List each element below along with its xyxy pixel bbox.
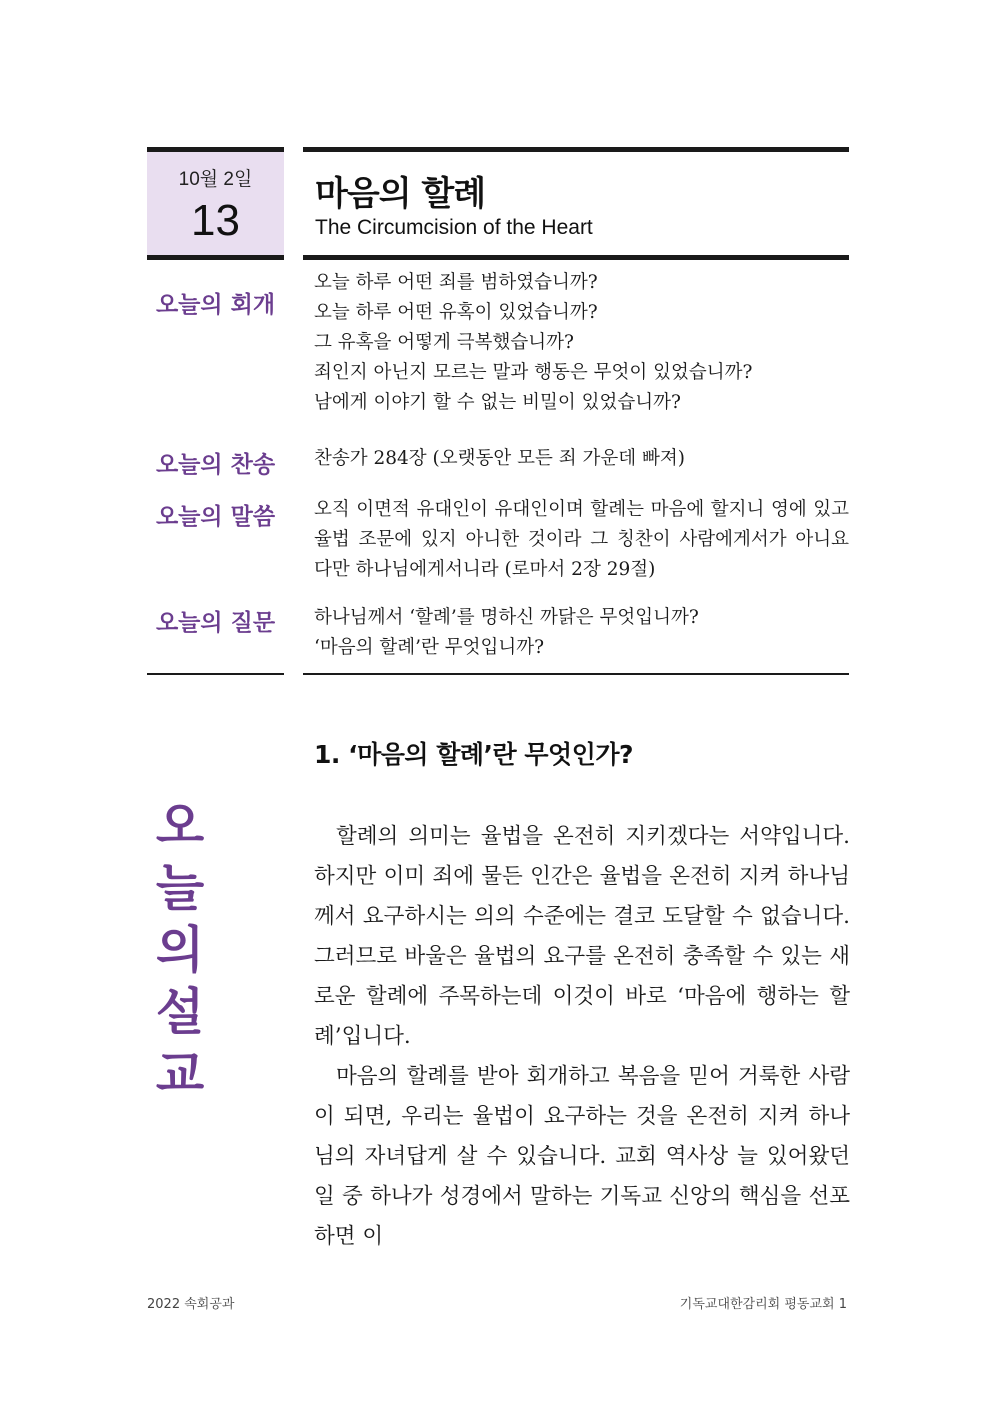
sermon-paragraph <box>314 1057 850 1257</box>
repentance-content <box>314 268 849 418</box>
repentance-line: 남에게 이야기 할 수 없는 비밀이 있었습니까? <box>314 392 681 413</box>
paragraph-text: 할례의 의미는 율법을 온전히 지키겠다는 서약입니다. 하지만 이미 죄에 물든 인간은 율법을 온전히 지켜 하나님께서 요구하시는 의의 수준에는 결코 도달할 수 없습니다. 그러므로 바울은 율법의 요구를 온전히 충족할 수 있는 새로운 할례에 주목하는데 이것이 바로 ‘마음에 행하는 할례’입니다. <box>314 824 850 1049</box>
sermon-label-char: 교 <box>155 1045 205 1103</box>
lesson-date: 10월 2일 <box>178 169 253 190</box>
sermon-label <box>140 795 220 1105</box>
scripture-text: 오직 이면적 유대인이 유대인이며 할례는 마음에 할지니 영에 있고 율법 조문에 있지 아니한 것이라 그 칭찬이 사람에게서가 아니요 다만 하나님에게서니라 (로마서 2장 29절) <box>314 499 849 580</box>
question-label: 오늘의 질문 <box>155 610 276 636</box>
sermon-label-char: 의 <box>155 921 205 979</box>
hymn-text: 찬송가 284장 (오랫동안 모든 죄 가운데 빠져) <box>314 448 685 469</box>
lesson-number: 13 <box>191 196 240 245</box>
repentance-label: 오늘의 회개 <box>155 292 276 318</box>
repentance-line: 그 유혹을 어떻게 극복했습니까? <box>314 332 574 353</box>
sermon-label-char: 늘 <box>155 859 205 917</box>
repentance-line: 오늘 하루 어떤 죄를 범하였습니까? <box>314 272 598 293</box>
footer-right: 기독교대한감리회 평동교회 1 <box>679 1297 847 1312</box>
page-subtitle: The Circumcision of the Heart <box>315 216 593 239</box>
footer-left: 2022 속회공과 <box>147 1297 235 1312</box>
sermon-heading: 1. ‘마음의 할례’란 무엇인가? <box>314 740 633 769</box>
question-line: 하나님께서 ‘할례’를 명하신 까닭은 무엇입니까? <box>314 607 699 628</box>
title-block <box>303 147 849 260</box>
hymn-label: 오늘의 찬송 <box>155 452 276 478</box>
sermon-label-char: 설 <box>155 983 205 1041</box>
question-line: ‘마음의 할례’란 무엇입니까? <box>314 637 545 658</box>
sermon-label-char: 오 <box>155 797 205 855</box>
paragraph-text: 마음의 할례를 받아 회개하고 복음을 믿어 거룩한 사람이 되면, 우리는 율법이 요구하는 것을 온전히 지켜 하나님의 자녀답게 살 수 있습니다. 교회 역사상 늘 있어왔던 일 중 하나가 성경에서 말하는 기독교 신앙의 핵심을 선포하면 이 <box>314 1064 850 1249</box>
divider-left <box>147 673 284 675</box>
divider-right <box>303 673 849 675</box>
date-box <box>147 147 284 260</box>
hymn-content <box>314 444 849 474</box>
repentance-line: 오늘 하루 어떤 유혹이 있었습니까? <box>314 302 598 323</box>
page-title: 마음의 할례 <box>315 174 486 214</box>
word-content <box>314 495 849 585</box>
sermon-paragraph <box>314 817 850 1057</box>
repentance-line: 죄인지 아닌지 모르는 말과 행동은 무엇이 있었습니까? <box>314 362 753 383</box>
word-label: 오늘의 말씀 <box>155 504 276 530</box>
question-content <box>314 603 849 663</box>
